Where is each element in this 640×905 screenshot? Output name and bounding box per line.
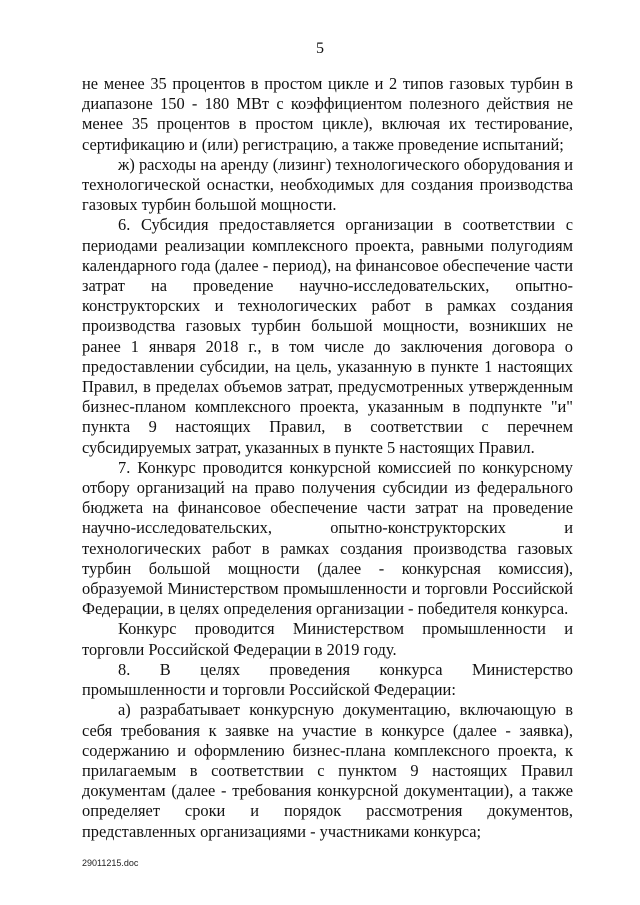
page-number: 5 [316,40,324,57]
paragraph-item-6: 6. Субсидия предоставляется организации в соответствии с периодами реализации комплексного проекта, равными полугодиям календарного года (далее - период), на финансовое обеспечение части затрат на проведение научно-исследовательских, опытно-конструкторских и технологических работ в рамках создания производства газовых турбин большой мощности, возникших не ранее 1 января 2018 г., в том числе до заключения договора о предоставлении субсидии, на цель, указанную в пункте 1 настоящих Правил, в пределах объемов затрат, предусмотренных утвержденным бизнес-планом комплексного проекта, указанным в подпункте "и" пункта 9 настоящих Правил, в соответствии с перечнем субсидируемых затрат, указанных в пункте 5 настоящих Правил. [82,215,573,457]
paragraph-contest-year: Конкурс проводится Министерством промышленности и торговли Российской Федерации в 2019 году. [82,619,573,659]
paragraph-subitem-zh: ж) расходы на аренду (лизинг) технологического оборудования и технологической оснастки, необходимых для создания производства газовых турбин большой мощности. [82,154,573,215]
paragraph-continuation: не менее 35 процентов в простом цикле и 2 типов газовых турбин в диапазоне 150 - 180 МВт с коэффициентом полезного действия не менее 35 процентов в простом цикле), включая их тестирование, сертификацию и (или) регистрацию, а также проведение испытаний; [82,74,573,154]
paragraph-item-8: 8. В целях проведения конкурса Министерство промышленности и торговли Российской Федерации: [82,659,573,700]
paragraph-subitem-a: а) разрабатывает конкурсную документацию, включающую в себя требования к заявке на участие в конкурсе (далее - заявка), содержанию и оформлению бизнес-плана комплексного проекта, к прилагаемым в соответствии с пунктом 9 настоящих Правил документам (далее - требования конкурсной документации), а также определяет сроки и порядок рассмотрения документов, представленных организациями - участниками конкурса; [82,700,573,841]
paragraph-item-7: 7. Конкурс проводится конкурсной комиссией по конкурсному отбору организаций на право получения субсидии из федерального бюджета на финансовое обеспечение части затрат на проведение научно-исследовательских, опытно-конструкторских и технологических работ в рамках создания производства газовых турбин большой мощности (далее - конкурсная комиссия), образуемой Министерством промышленности и торговли Российской Федерации, в целях определения организации - победителя конкурса. [82,457,573,619]
document-body [82,74,573,842]
file-name-footer: 29011215.doc [82,858,139,868]
